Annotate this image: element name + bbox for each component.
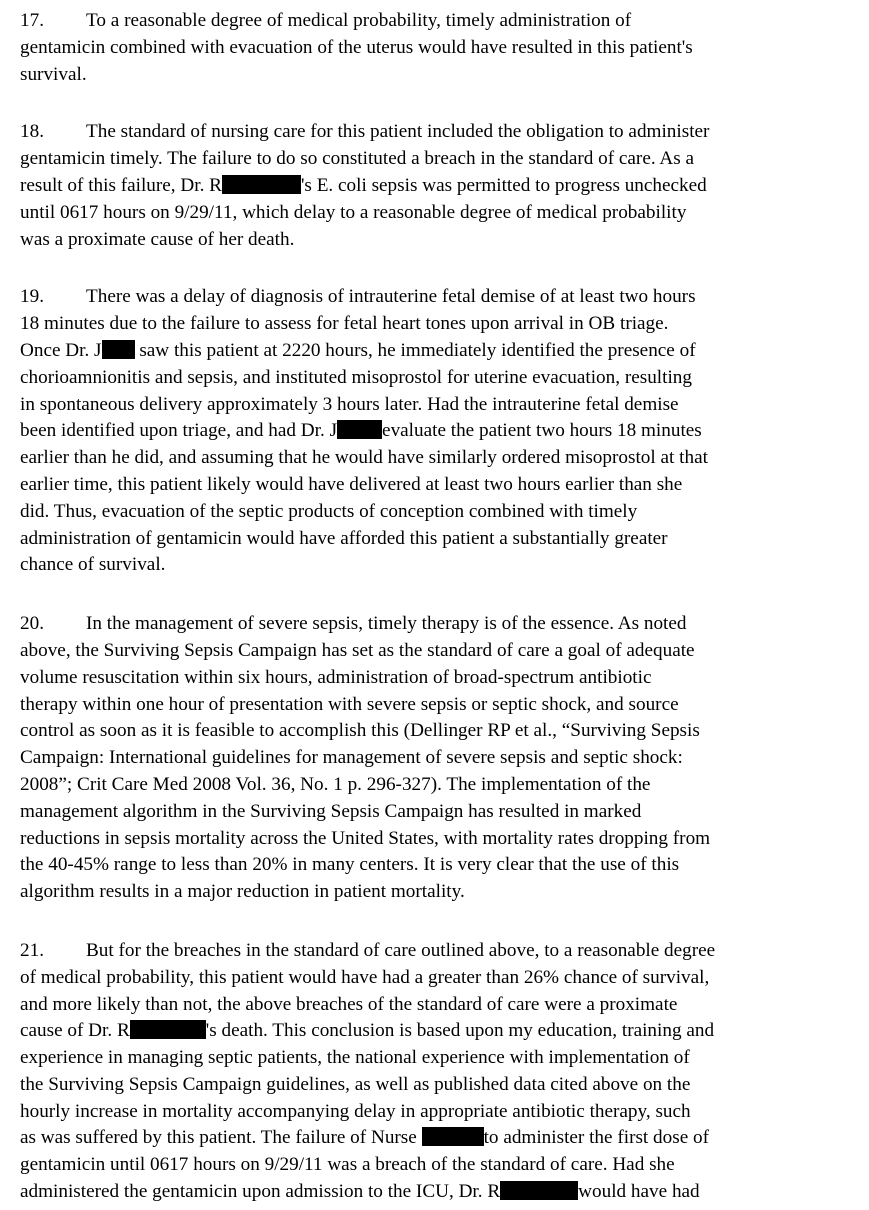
line-text: result of this failure, Dr. R (20, 174, 222, 196)
text-line: of medical probability, this patient would have had a greater than 26% chance of survival, (20, 966, 710, 988)
text-line: and more likely than not, the above breaches of the standard of care were a proximate (20, 993, 678, 1015)
text-line (20, 8, 855, 35)
paragraph-20 (20, 611, 855, 906)
text-line: was a proximate cause of her death. (20, 228, 295, 250)
text-line (20, 284, 855, 311)
line-text: The standard of nursing care for this patient included the obligation to administer (86, 121, 710, 143)
paragraph-19 (20, 284, 855, 579)
paragraph-number: 17. (20, 10, 44, 31)
text-line: 18 minutes due to the failure to assess for fetal heart tones upon arrival in OB triage. (20, 313, 669, 335)
text-line: gentamicin until 0617 hours on 9/29/11 was a breach of the standard of care. Had she (20, 1154, 675, 1176)
text-line: therapy within one hour of presentation with severe sepsis or septic shock, and source (20, 693, 679, 715)
text-line: did. Thus, evacuation of the septic products of conception combined with timely (20, 500, 638, 522)
text-line (20, 119, 855, 146)
text-line: survival. (20, 63, 87, 85)
paragraph-18 (20, 119, 855, 253)
text-line (20, 1179, 855, 1206)
text-line: until 0617 hours on 9/29/11, which delay to a reasonable degree of medical probability (20, 201, 687, 223)
line-text: In the management of severe sepsis, timely therapy is of the essence. As noted (86, 613, 687, 635)
line-text: 's E. coli sepsis was permitted to progress unchecked (300, 174, 707, 196)
text-line: control as soon as it is feasible to accomplish this (Dellinger RP et al., “Surviving Sepsis (20, 720, 700, 742)
text-line: the 40-45% range to less than 20% in many centers. It is very clear that the use of this (20, 854, 680, 876)
line-text: would have had (578, 1181, 700, 1203)
redaction-bar (422, 1127, 484, 1146)
text-line (20, 338, 855, 365)
line-text: been identified upon triage, and had Dr. J (20, 420, 338, 442)
text-line: chorioamnionitis and sepsis, and instituted misoprostol for uterine evacuation, resulting (20, 366, 692, 388)
text-line (20, 173, 855, 200)
text-line: hourly increase in mortality accompanying delay in appropriate antibiotic therapy, such (20, 1100, 691, 1122)
text-line: reductions in sepsis mortality across the United States, with mortality rates dropping from (20, 827, 711, 849)
text-line: earlier than he did, and assuming that he would have similarly ordered misoprostol at that (20, 447, 708, 469)
text-line: volume resuscitation within six hours, administration of broad-spectrum antibiotic (20, 666, 652, 688)
text-line: Campaign: International guidelines for management of severe sepsis and septic shock: (20, 747, 683, 769)
line-text: saw this patient at 2220 hours, he immediately identified the presence of (134, 339, 696, 361)
text-line: gentamicin timely. The failure to do so constituted a breach in the standard of care. As a (20, 148, 695, 170)
text-line: above, the Surviving Sepsis Campaign has set as the standard of care a goal of adequate (20, 639, 695, 661)
text-line (20, 1125, 855, 1152)
redaction-bar (222, 175, 301, 194)
line-text: But for the breaches in the standard of care outlined above, to a reasonable degree (86, 939, 716, 961)
text-line (20, 1018, 855, 1045)
text-line: chance of survival. (20, 554, 166, 576)
document-page (20, 8, 855, 1206)
paragraph-number: 19. (20, 286, 44, 308)
text-line: the Surviving Sepsis Campaign guidelines, as well as published data cited above on the (20, 1073, 691, 1095)
line-text: To a reasonable degree of medical probability, timely administration of (86, 10, 632, 31)
line-text: as was suffered by this patient. The failure of Nurse (20, 1127, 422, 1149)
line-text: evaluate the patient two hours 18 minutes (382, 420, 702, 442)
text-line: administration of gentamicin would have afforded this patient a substantially greater (20, 527, 668, 549)
text-line: in spontaneous delivery approximately 3 hours later. Had the intrauterine fetal demise (20, 393, 679, 415)
text-line (20, 611, 855, 638)
line-text: administered the gentamicin upon admission to the ICU, Dr. R (20, 1181, 501, 1203)
text-line: gentamicin combined with evacuation of the uterus would have resulted in this patient's (20, 36, 693, 58)
line-text: to administer the first dose of (483, 1127, 710, 1149)
text-line (20, 418, 855, 445)
line-text: cause of Dr. R (20, 1020, 130, 1042)
paragraph-number: 18. (20, 121, 44, 143)
redaction-bar (500, 1181, 578, 1200)
text-line (20, 938, 855, 965)
text-line: experience in managing septic patients, the national experience with implementation of (20, 1047, 690, 1069)
text-line: management algorithm in the Surviving Sepsis Campaign has resulted in marked (20, 800, 642, 822)
redaction-bar (130, 1020, 206, 1039)
redaction-bar (102, 340, 135, 359)
line-text: Once Dr. J (20, 339, 102, 361)
paragraph-17 (20, 8, 855, 88)
redaction-bar (337, 420, 382, 439)
text-line: 2008”; Crit Care Med 2008 Vol. 36, No. 1 p. 296-327). The implementation of the (20, 773, 651, 795)
line-text: 's death. This conclusion is based upon my education, training and (205, 1020, 715, 1042)
text-line: earlier time, this patient likely would have delivered at least two hours earlier than she (20, 473, 683, 495)
line-text: There was a delay of diagnosis of intrauterine fetal demise of at least two hours (86, 286, 696, 308)
paragraph-number: 20. (20, 613, 44, 635)
paragraph-number: 21. (20, 939, 44, 961)
paragraph-21 (20, 938, 855, 1206)
text-line: algorithm results in a major reduction in patient mortality. (20, 881, 465, 903)
